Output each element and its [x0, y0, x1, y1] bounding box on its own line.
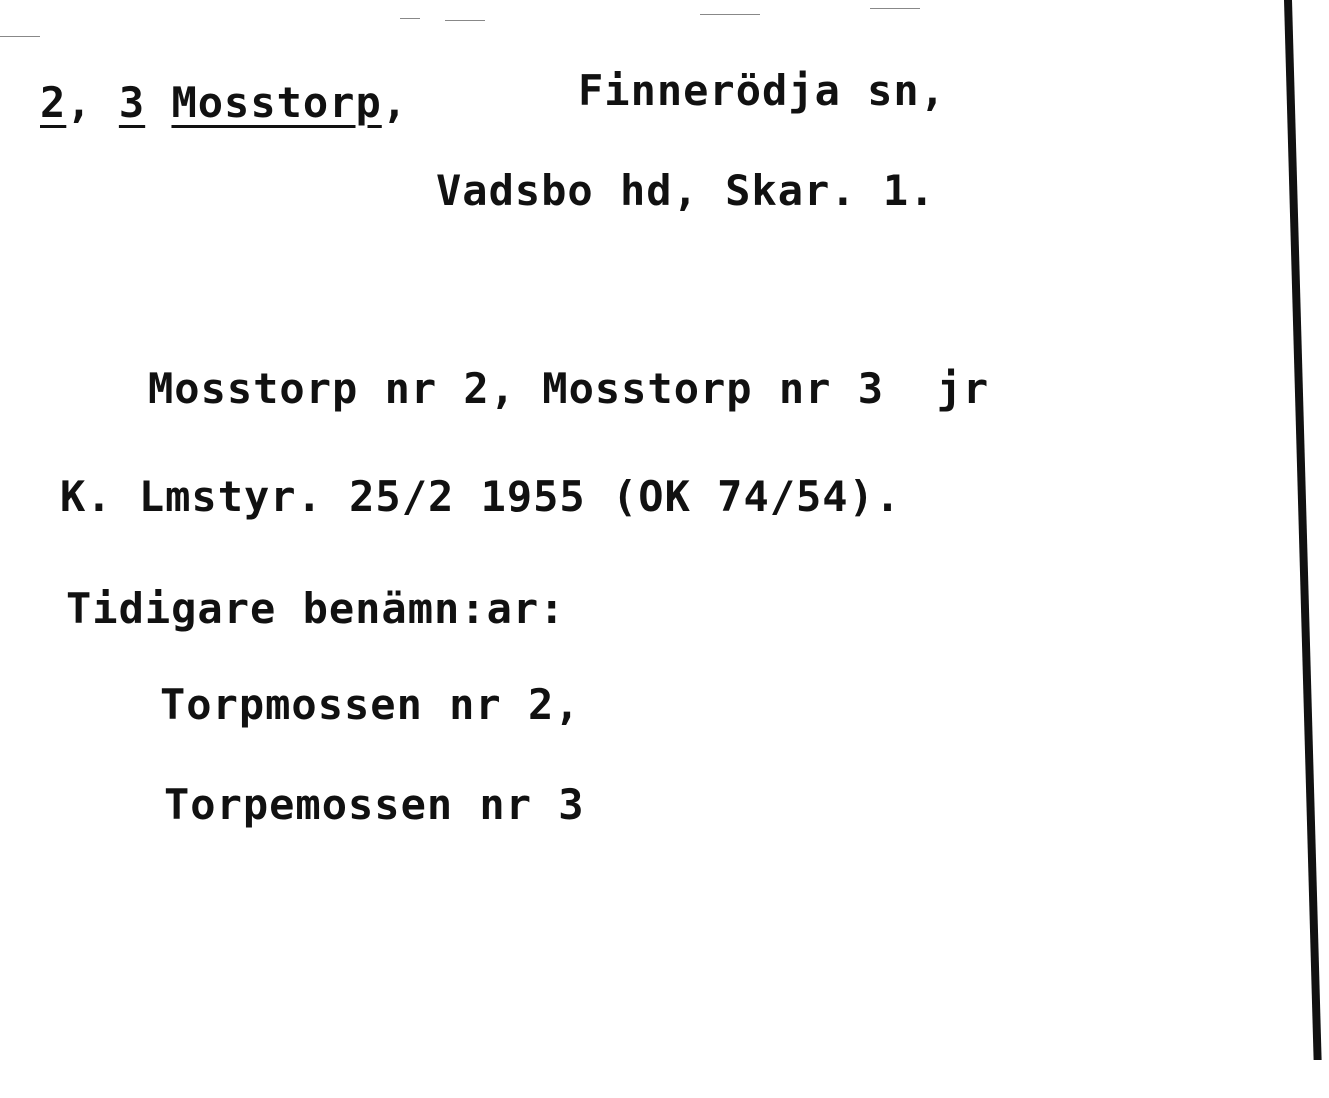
body-line-2: K. Lmstyr. 25/2 1955 (OK 74/54). [60, 472, 902, 521]
body-line-1: Mosstorp nr 2, Mosstorp nr 3 jr [148, 364, 990, 413]
scan-speck [400, 18, 420, 19]
heading-place: Mosstorp [171, 78, 382, 127]
scan-speck [700, 14, 760, 15]
earlier-names-label: Tidigare benämn:ar: [66, 584, 566, 633]
scan-speck [0, 36, 40, 37]
district-line: Vadsbo hd, Skar. 1. [436, 166, 936, 215]
scan-speck [870, 8, 920, 9]
heading-separator: , [66, 78, 119, 127]
heading-number-a: 2 [40, 78, 67, 127]
earlier-name-2: Torpemossen nr 3 [164, 780, 585, 829]
earlier-name-1: Torpmossen nr 2, [160, 680, 581, 729]
heading-number-b: 3 [118, 78, 146, 127]
scan-speck [445, 20, 485, 21]
heading-comma: , [381, 78, 409, 127]
heading-parish: Finnerödja sn, [578, 66, 947, 115]
card-edge-line [1284, 0, 1322, 1060]
card-heading [40, 78, 408, 127]
